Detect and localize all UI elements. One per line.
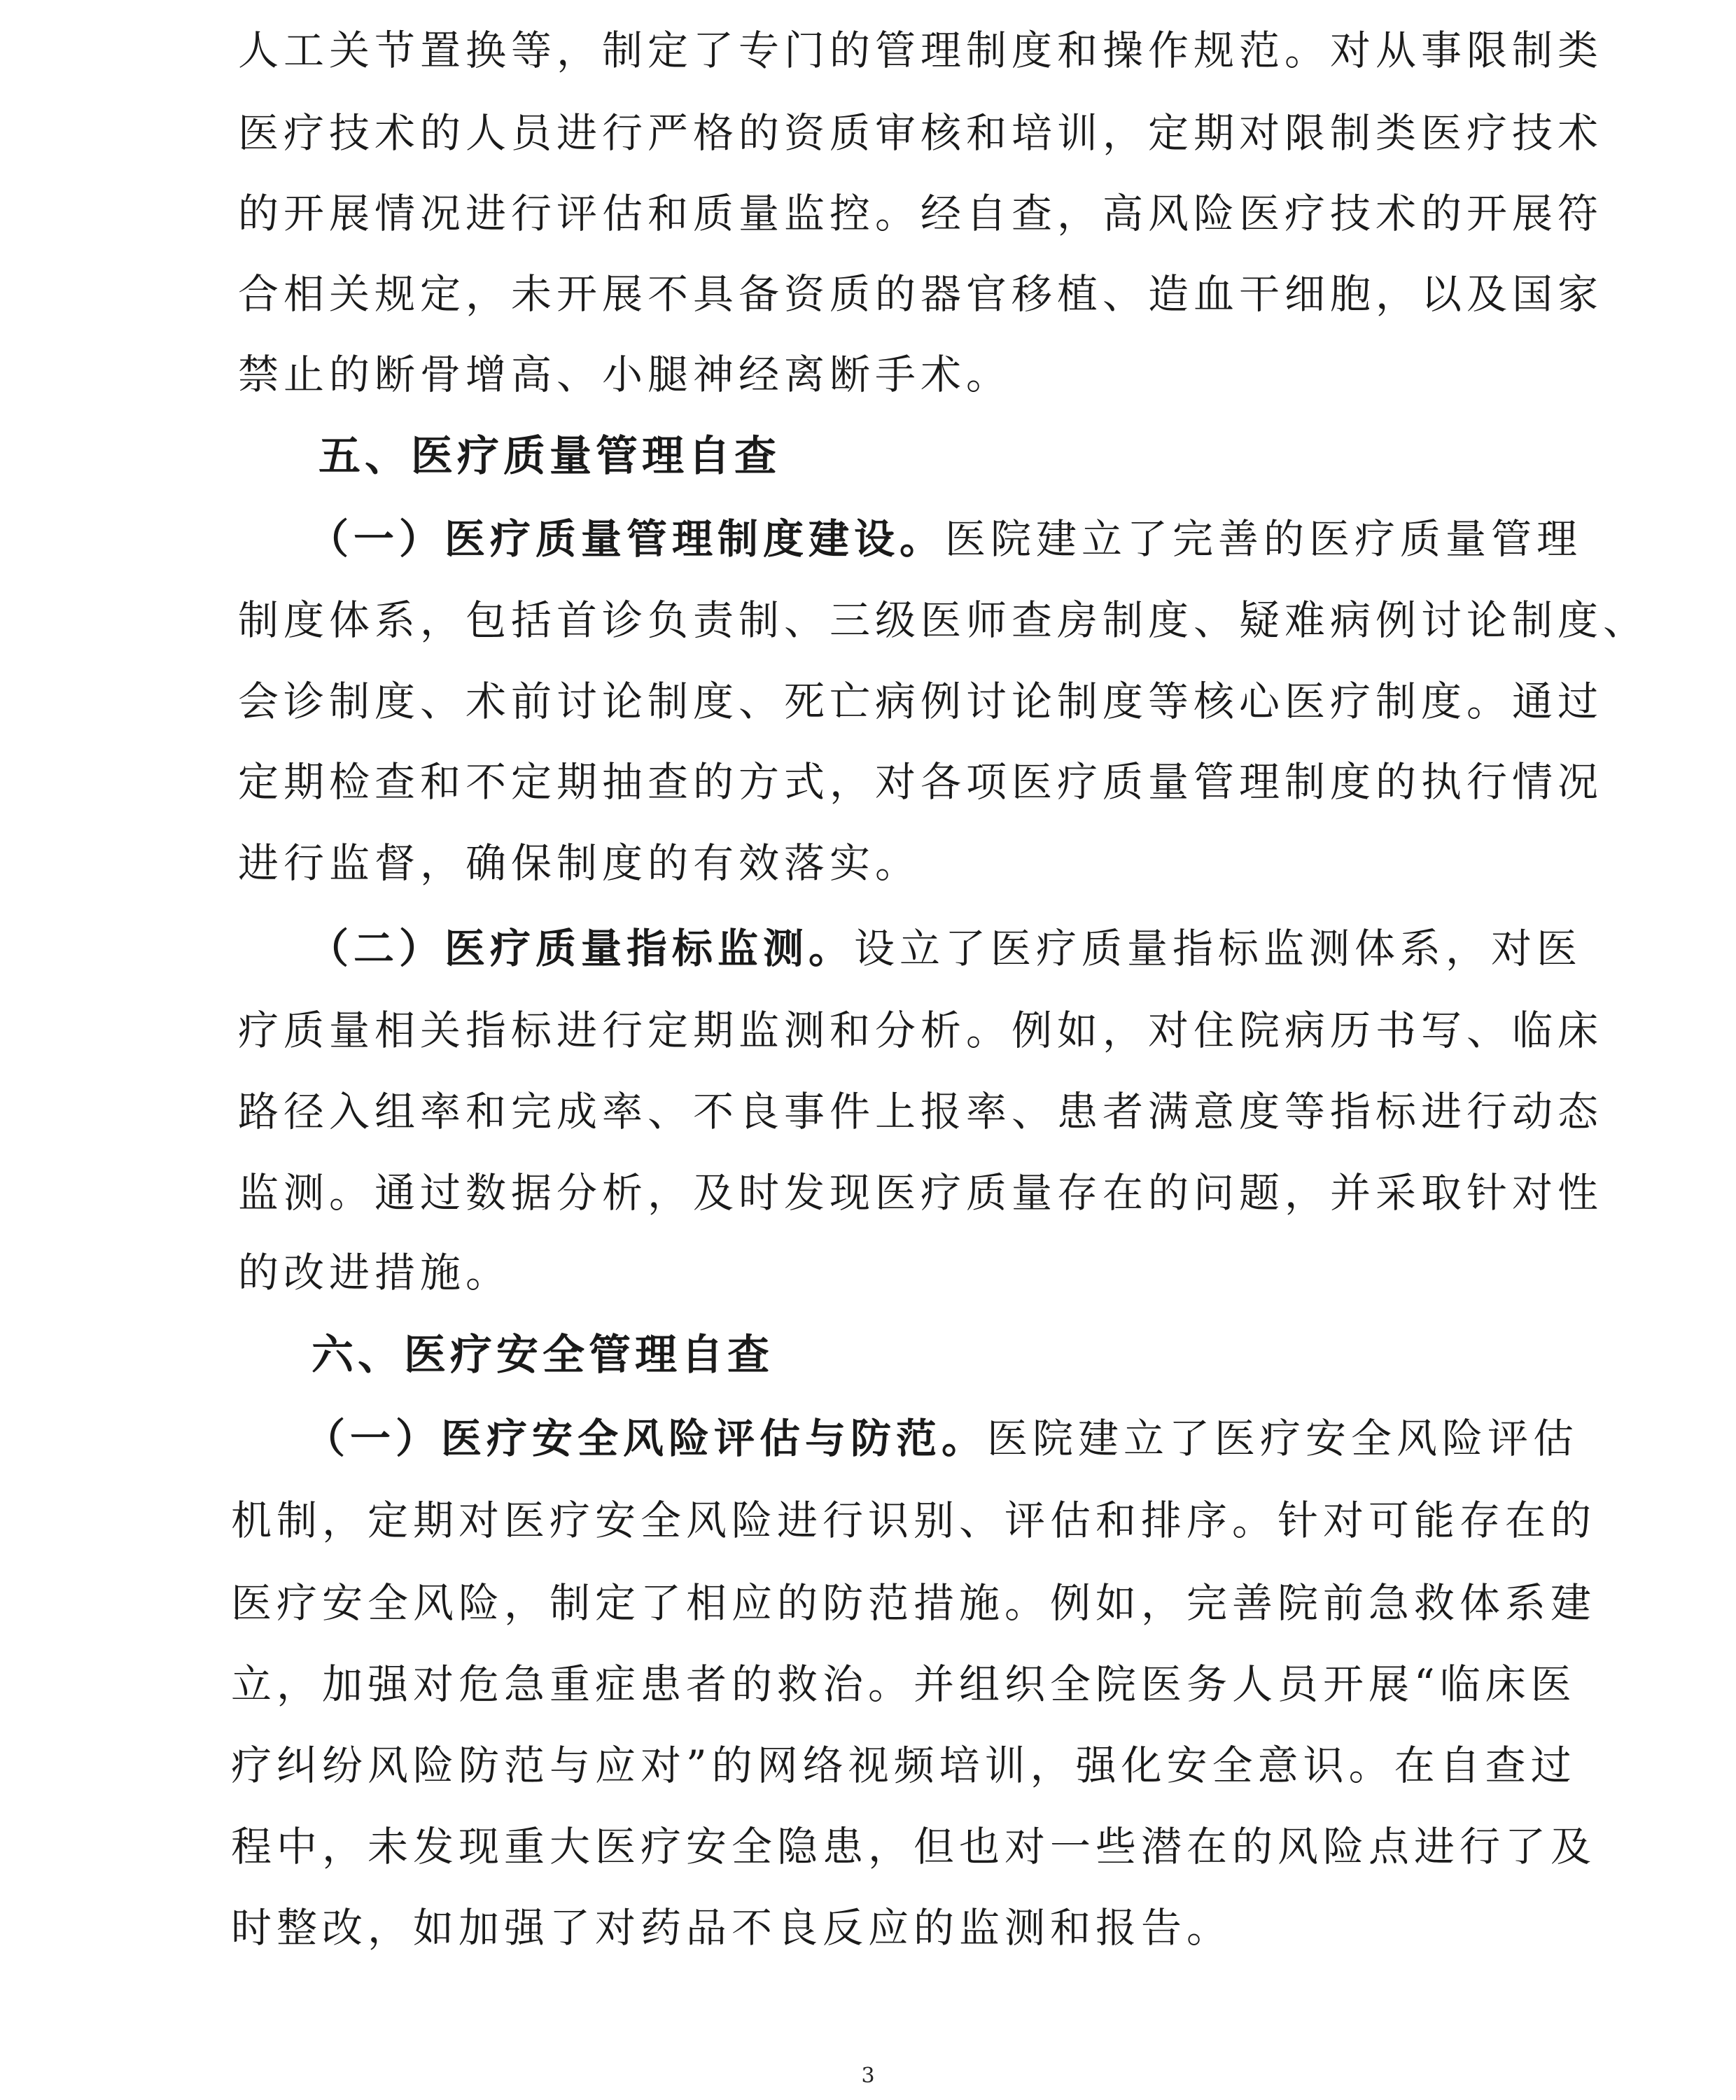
subsection-text: 医院建立了完善的医疗质量管理: [945, 515, 1583, 563]
subsection-title: （二）医疗质量指标监测。: [308, 925, 855, 972]
paragraph-line: 禁止的断骨增高、小腿神经离断手术。: [238, 351, 1012, 398]
subsection-first-line: [304, 1396, 1579, 1480]
paragraph-line: 立，加强对危急重症患者的救治。并组织全院医务人员开展“临床医: [231, 1660, 1576, 1708]
paragraph-line: 进行监督，确保制度的有效落实。: [238, 839, 921, 887]
paragraph-line: 制度体系，包括首诊负责制、三级医师查房制度、疑难病例讨论制度、: [238, 596, 1649, 644]
page-number: 3: [861, 2064, 875, 2088]
paragraph-line: 机制，定期对医疗安全风险进行识别、评估和排序。针对可能存在的: [231, 1497, 1597, 1544]
paragraph-line: 疗质量相关指标进行定期监测和分析。例如，对住院病历书写、临床: [238, 1007, 1604, 1054]
paragraph-line: 疗纠纷风险防范与应对”的网络视频培训，强化安全意识。在自查过: [231, 1742, 1576, 1789]
paragraph-line: 会诊制度、术前讨论制度、死亡病例讨论制度等核心医疗制度。通过: [238, 678, 1604, 725]
subsection-first-line: [308, 497, 1583, 581]
paragraph-line: 的改进措施。: [238, 1249, 512, 1296]
subsection-text: 医院建立了医疗安全风险评估: [987, 1415, 1579, 1462]
subsection-title: （一）医疗质量管理制度建设。: [308, 515, 946, 563]
paragraph-line: 程中，未发现重大医疗安全隐患，但也对一些潜在的风险点进行了及: [231, 1823, 1597, 1870]
paragraph-line: 定期检查和不定期抽查的方式，对各项医疗质量管理制度的执行情况: [238, 758, 1604, 806]
paragraph-line: 路径入组率和完成率、不良事件上报率、患者满意度等指标进行动态: [238, 1088, 1604, 1135]
section-heading: 六、医疗安全管理自查: [312, 1331, 774, 1380]
paragraph-line: 医疗技术的人员进行严格的资质审核和培训，定期对限制类医疗技术: [238, 109, 1604, 157]
paragraph-line: 合相关规定，未开展不具备资质的器官移植、造血干细胞，以及国家: [238, 270, 1604, 318]
section-heading: 五、医疗质量管理自查: [318, 432, 780, 481]
paragraph-line: 时整改，如加强了对药品不良反应的监测和报告。: [231, 1904, 1233, 1952]
paragraph-line: 医疗安全风险，制定了相应的防范措施。例如，完善院前急救体系建: [231, 1579, 1597, 1627]
paragraph-line: 的开展情况进行评估和质量监控。经自查，高风险医疗技术的开展符: [238, 190, 1604, 237]
paragraph-line: 人工关节置换等，制定了专门的管理制度和操作规范。对从事限制类: [238, 27, 1604, 74]
paragraph-line: 监测。通过数据分析，及时发现医疗质量存在的问题，并采取针对性: [238, 1169, 1604, 1217]
subsection-text: 设立了医疗质量指标监测体系，对医: [854, 925, 1583, 972]
subsection-title: （一）医疗安全风险评估与防范。: [304, 1415, 988, 1462]
subsection-first-line: [308, 906, 1583, 990]
